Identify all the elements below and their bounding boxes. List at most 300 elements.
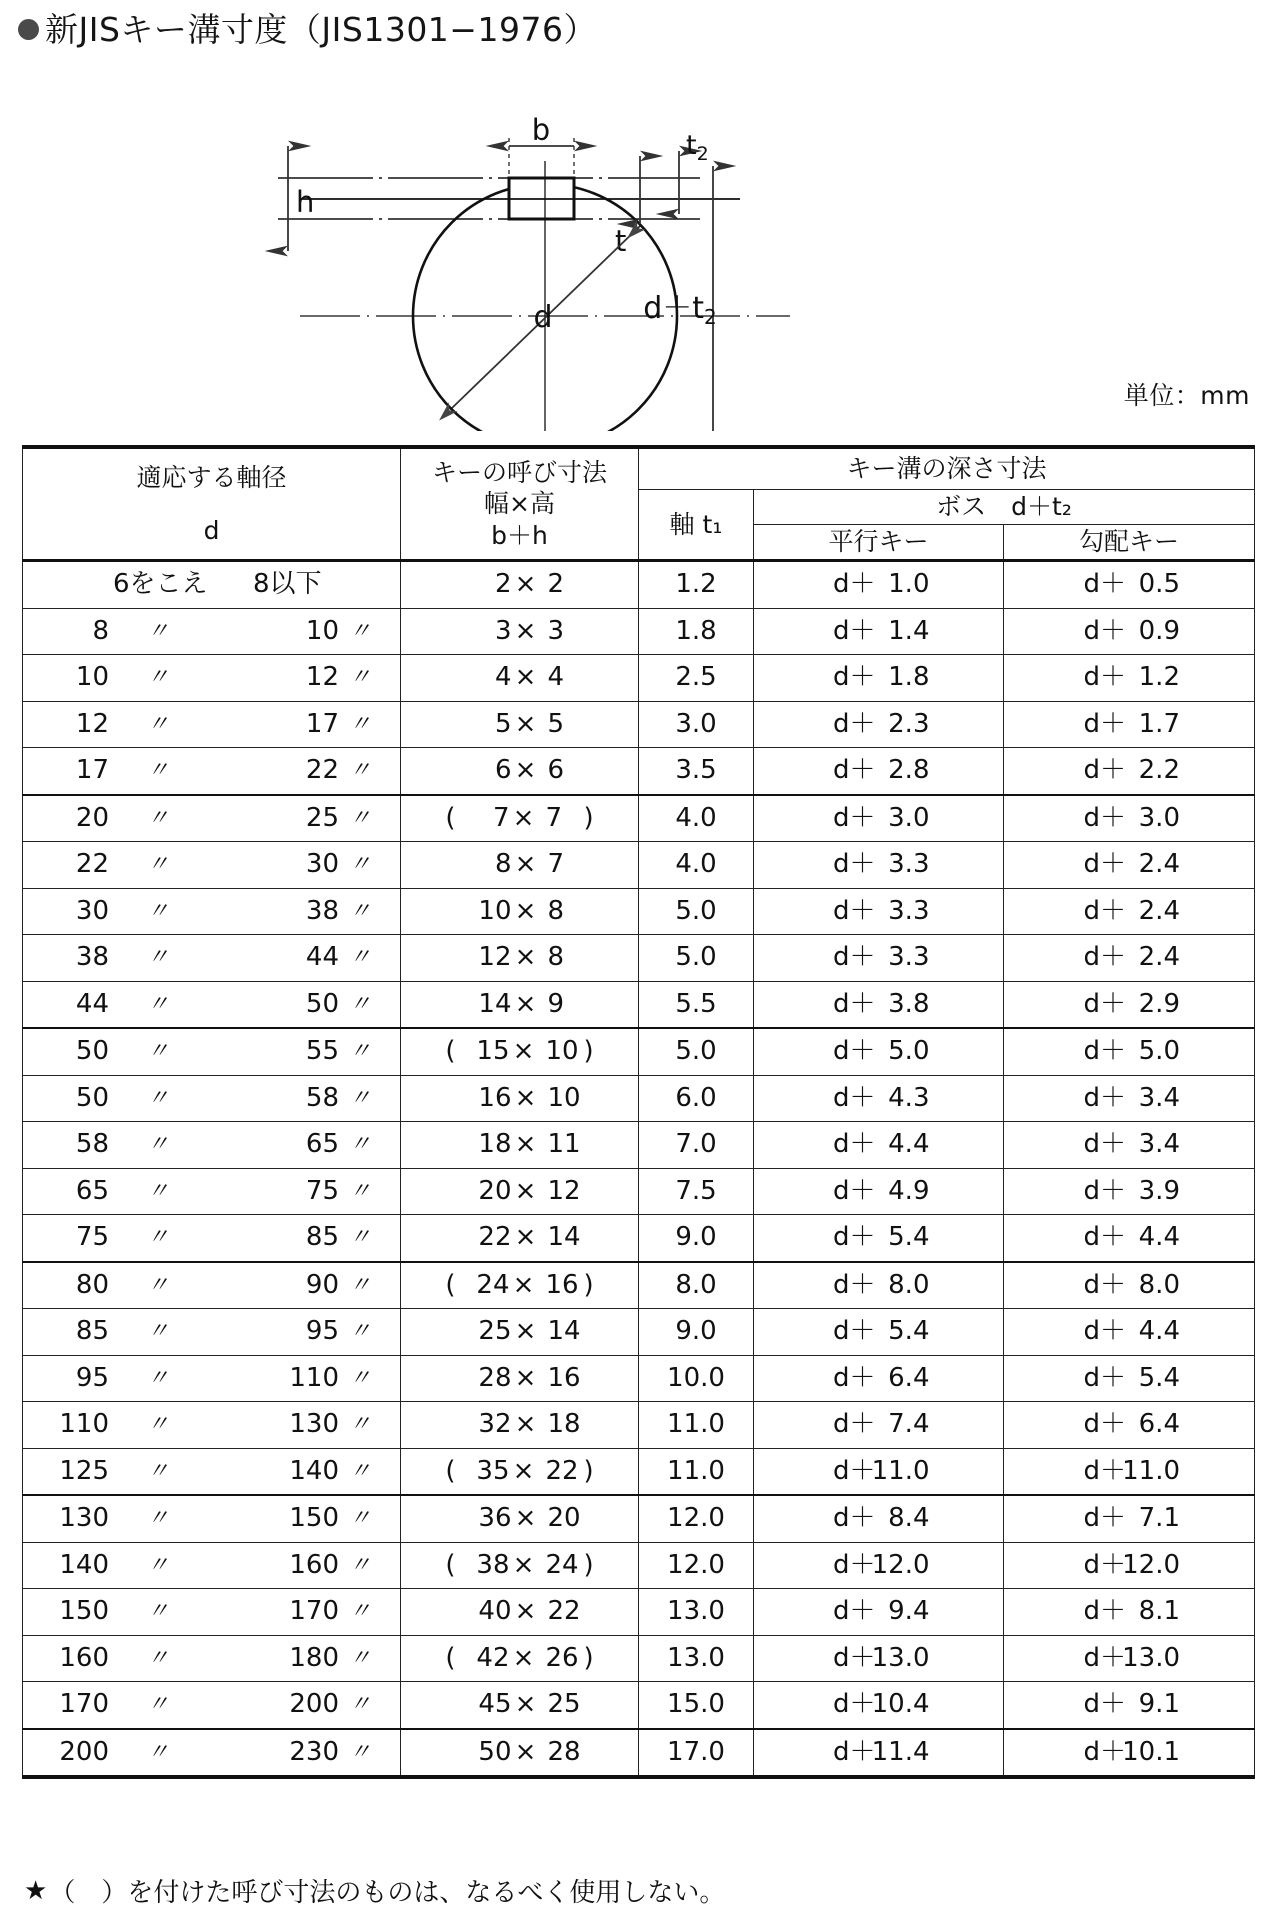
times-symbol: × [514, 942, 537, 972]
times-symbol: × [512, 1455, 535, 1486]
times-symbol: × [514, 1689, 537, 1719]
plus-symbol: ＋ [849, 1082, 876, 1113]
cell-shaft-t1: 12.0 [639, 1542, 754, 1589]
ditto-low: 〃 [146, 1599, 169, 1624]
times-symbol: × [514, 755, 537, 785]
cell-parallel-key [754, 1448, 1004, 1495]
cell-parallel-key [754, 1028, 1004, 1075]
parallel-key-value: 6.4 [888, 1362, 930, 1393]
ditto-low: 〃 [146, 1645, 169, 1671]
ditto-low: 〃 [146, 1506, 169, 1531]
cell-parallel-key [754, 1729, 1004, 1778]
ditto-high: 〃 [349, 711, 372, 737]
cell-parallel-key [754, 1215, 1004, 1262]
cell-key-nominal: ( 38 × 24 ) [401, 1542, 639, 1589]
cell-shaft-t1: 2.5 [639, 655, 754, 702]
cell-key-nominal: ( 15 × 10 ) [401, 1028, 639, 1075]
times-symbol: × [514, 1362, 537, 1393]
d-prefix: d [1083, 1689, 1100, 1719]
label-d-plus-t2: $d+t_2$ [643, 291, 717, 329]
plus-symbol: ＋ [849, 1596, 876, 1626]
key-width: 7 [492, 802, 510, 833]
shaft-diameter-high: 65 [305, 1129, 339, 1159]
cell-shaft-t1: 4.0 [639, 842, 754, 889]
taper-key-value: 2.4 [1138, 849, 1180, 879]
plus-symbol: ＋ [1100, 988, 1127, 1019]
cell-shaft-t1: 1.8 [639, 608, 754, 655]
key-width: 40 [478, 1596, 512, 1626]
plus-symbol: ＋ [1100, 755, 1127, 785]
shaft-diameter-low: 6をこえ [113, 569, 208, 599]
d-prefix: d [832, 755, 850, 785]
parallel-key-value: 12.0 [871, 1549, 930, 1580]
key-width: 10 [478, 895, 512, 926]
parallel-key-value: 4.3 [888, 1082, 930, 1113]
shaft-diameter-high: 180 [289, 1642, 339, 1673]
taper-key-value: 10.1 [1122, 1736, 1180, 1767]
plus-symbol: ＋ [1100, 1736, 1127, 1767]
key-width: 38 [476, 1549, 510, 1580]
plus-symbol: ＋ [1100, 708, 1127, 739]
d-prefix: d [1083, 1549, 1100, 1580]
parallel-key-value: 1.0 [888, 569, 930, 599]
cell-parallel-key [754, 608, 1004, 655]
ditto-high: 〃 [349, 1178, 372, 1204]
taper-key-value: 3.4 [1138, 1082, 1180, 1113]
plus-symbol: ＋ [849, 708, 876, 739]
times-symbol: × [514, 988, 537, 1019]
cell-shaft-t1: 10.0 [639, 1355, 754, 1402]
cell-shaft-t1: 5.5 [639, 981, 754, 1028]
taper-key-value: 3.0 [1138, 802, 1180, 833]
cell-shaft-t1: 17.0 [639, 1729, 754, 1778]
plus-symbol: ＋ [1100, 569, 1127, 599]
shaft-diameter-low: 75 [75, 1222, 109, 1252]
ditto-high: 〃 [349, 1039, 372, 1064]
cell-shaft-t1: 15.0 [639, 1682, 754, 1729]
key-width: 6 [494, 755, 512, 785]
ditto-high: 〃 [349, 852, 372, 877]
times-symbol: × [512, 1036, 535, 1066]
ditto-high: 〃 [349, 1272, 372, 1298]
header-shaft-t1-label: 軸 t₁ [669, 509, 723, 539]
d-prefix: d [832, 1222, 850, 1252]
shaft-diameter-high: 58 [305, 1082, 339, 1113]
ditto-low: 〃 [146, 1412, 169, 1437]
cell-shaft-t1: 5.0 [639, 1028, 754, 1075]
shaft-diameter-low: 150 [59, 1596, 109, 1626]
d-prefix: d [832, 1036, 850, 1066]
times-symbol: × [514, 1129, 537, 1159]
cell-parallel-key [754, 1682, 1004, 1729]
d-prefix: d [1083, 1316, 1100, 1346]
cell-shaft-diameter [23, 888, 401, 935]
table-row [23, 981, 1255, 1028]
cell-shaft-t1: 11.0 [639, 1448, 754, 1495]
ditto-high: 〃 [349, 805, 372, 831]
cell-shaft-diameter [23, 1589, 401, 1636]
shaft-diameter-low: 38 [75, 942, 109, 972]
taper-key-value: 1.7 [1138, 708, 1180, 739]
plus-symbol: ＋ [849, 1455, 876, 1486]
d-prefix: d [832, 1175, 850, 1206]
times-symbol: × [514, 1596, 537, 1626]
key-width: 24 [476, 1269, 510, 1300]
key-width: 18 [478, 1129, 512, 1159]
cell-parallel-key [754, 561, 1004, 609]
ditto-low: 〃 [146, 1458, 169, 1484]
shaft-diameter-low: 20 [75, 802, 109, 833]
parallel-key-value: 3.3 [888, 849, 930, 879]
keyway-dimension-table [22, 445, 1255, 1779]
ditto-low: 〃 [146, 1132, 169, 1157]
cell-key-nominal: ( 42 × 26 ) [401, 1635, 639, 1682]
header-key-nominal [401, 447, 639, 561]
header-shaft-diameter [23, 447, 401, 561]
shaft-diameter-high: 85 [305, 1222, 339, 1252]
plus-symbol: ＋ [849, 988, 876, 1019]
cell-taper-key [1004, 561, 1255, 609]
shaft-diameter-high: 22 [305, 755, 339, 785]
d-prefix: d [832, 1362, 850, 1393]
key-height: 2 [547, 569, 565, 599]
d-prefix: d [832, 895, 850, 926]
cell-shaft-t1: 9.0 [639, 1215, 754, 1262]
cell-shaft-diameter [23, 1168, 401, 1215]
shaft-diameter-low: 160 [59, 1642, 109, 1673]
cell-parallel-key [754, 1589, 1004, 1636]
cell-taper-key [1004, 795, 1255, 842]
plus-symbol: ＋ [849, 1689, 876, 1719]
parallel-key-value: 8.0 [888, 1269, 930, 1300]
cell-shaft-t1: 6.0 [639, 1075, 754, 1122]
times-symbol: × [514, 708, 537, 739]
key-height: 11 [547, 1129, 581, 1159]
d-prefix: d [832, 662, 850, 692]
cell-taper-key [1004, 1122, 1255, 1169]
filled-circle-icon [18, 19, 39, 40]
key-width: 15 [476, 1036, 510, 1066]
label-b: b [531, 113, 551, 147]
shaft-diameter-low: 95 [75, 1362, 109, 1393]
cell-shaft-diameter [23, 1448, 401, 1495]
d-prefix: d [1083, 662, 1100, 692]
d-prefix: d [832, 1409, 850, 1439]
ditto-high: 〃 [349, 945, 372, 970]
taper-key-value: 2.9 [1138, 988, 1180, 1019]
document-title-row [0, 0, 1272, 49]
key-height: 6 [547, 755, 565, 785]
cell-key-nominal [401, 981, 639, 1028]
plus-symbol: ＋ [849, 1222, 876, 1252]
shaft-diameter-high: 17 [305, 708, 339, 739]
key-height: 10 [545, 1036, 579, 1066]
table-row [23, 842, 1255, 889]
taper-key-value: 5.4 [1138, 1362, 1180, 1393]
key-height: 28 [547, 1736, 581, 1767]
key-height: 9 [547, 988, 565, 1019]
d-prefix: d [1083, 755, 1100, 785]
plus-symbol: ＋ [849, 1736, 876, 1767]
cell-key-nominal: ( 35 × 22 ) [401, 1448, 639, 1495]
parallel-key-value: 9.4 [888, 1596, 930, 1626]
ditto-low: 〃 [146, 1739, 169, 1765]
shaft-diameter-low: 110 [59, 1409, 109, 1439]
shaft-diameter-high: 10 [305, 615, 339, 646]
parallel-key-value: 1.8 [888, 662, 930, 692]
shaft-diameter-low: 130 [59, 1503, 109, 1533]
footnote [24, 1872, 725, 1909]
cell-key-nominal [401, 1495, 639, 1542]
key-height: 10 [547, 1082, 581, 1113]
cell-key-nominal [401, 655, 639, 702]
cell-key-nominal [401, 1122, 639, 1169]
times-symbol: × [514, 1316, 537, 1346]
header-taper-key: 勾配キー [1004, 525, 1255, 561]
d-prefix: d [1083, 615, 1100, 646]
cell-shaft-t1: 13.0 [639, 1635, 754, 1682]
cell-shaft-t1: 3.5 [639, 748, 754, 795]
d-prefix: d [1083, 1036, 1100, 1066]
d-prefix: d [1083, 1642, 1100, 1673]
ditto-low: 〃 [146, 852, 169, 877]
d-prefix: d [1083, 708, 1100, 739]
plus-symbol: ＋ [1100, 849, 1127, 879]
shaft-diameter-high: 110 [289, 1362, 339, 1393]
cell-taper-key [1004, 1028, 1255, 1075]
d-prefix: d [832, 942, 850, 972]
parallel-key-value: 5.0 [888, 1036, 930, 1066]
plus-symbol: ＋ [849, 802, 876, 833]
parallel-key-value: 8.4 [888, 1503, 930, 1533]
ditto-high: 〃 [349, 1085, 372, 1111]
taper-key-value: 2.4 [1138, 895, 1180, 926]
cell-taper-key [1004, 1729, 1255, 1778]
shaft-diameter-high: 200 [289, 1689, 339, 1719]
key-height: 7 [547, 849, 565, 879]
cell-shaft-t1: 9.0 [639, 1309, 754, 1356]
plus-symbol: ＋ [849, 662, 876, 692]
d-prefix: d [1083, 1503, 1100, 1533]
d-prefix: d [832, 1455, 850, 1486]
cell-key-nominal [401, 748, 639, 795]
cell-taper-key [1004, 1589, 1255, 1636]
shaft-diameter-low: 80 [75, 1269, 109, 1300]
parallel-key-value: 3.8 [888, 988, 930, 1019]
plus-symbol: ＋ [849, 895, 876, 926]
taper-key-value: 8.1 [1138, 1596, 1180, 1626]
table-row [23, 608, 1255, 655]
taper-key-value: 3.4 [1138, 1129, 1180, 1159]
plus-symbol: ＋ [849, 1269, 876, 1300]
cell-key-nominal [401, 1729, 639, 1778]
header-boss: ボス d＋t₂ [754, 490, 1255, 525]
ditto-low: 〃 [146, 898, 169, 924]
key-width: 16 [478, 1082, 512, 1113]
cell-parallel-key [754, 888, 1004, 935]
d-prefix: d [1083, 1269, 1100, 1300]
unit-note: 単位：mm [1123, 381, 1250, 410]
cell-shaft-diameter [23, 1262, 401, 1309]
key-width: 5 [494, 708, 512, 739]
parallel-key-value: 3.0 [888, 802, 930, 833]
times-symbol: × [514, 895, 537, 926]
d-prefix: d [1083, 942, 1100, 972]
taper-key-value: 2.2 [1138, 755, 1180, 785]
cell-shaft-diameter [23, 1542, 401, 1589]
ditto-low: 〃 [146, 1272, 169, 1298]
ditto-low: 〃 [146, 665, 169, 690]
shaft-diameter-low: 85 [75, 1316, 109, 1346]
plus-symbol: ＋ [1100, 1409, 1127, 1439]
ditto-low: 〃 [146, 711, 169, 737]
table-row [23, 1402, 1255, 1449]
plus-symbol: ＋ [1100, 802, 1127, 833]
cell-shaft-diameter [23, 1495, 401, 1542]
plus-symbol: ＋ [849, 1503, 876, 1533]
parallel-key-value: 3.3 [888, 942, 930, 972]
ditto-high: 〃 [349, 1506, 372, 1531]
cell-taper-key [1004, 655, 1255, 702]
cell-key-nominal [401, 842, 639, 889]
ditto-low: 〃 [146, 758, 169, 783]
key-height: 3 [547, 615, 565, 646]
plus-symbol: ＋ [1100, 1129, 1127, 1159]
d-prefix: d [1083, 802, 1100, 833]
parallel-key-value: 11.0 [871, 1455, 930, 1486]
header-parallel-key: 平行キー [754, 525, 1004, 561]
keyway-cross-section-drawing [0, 46, 1272, 431]
times-symbol: × [514, 662, 537, 692]
taper-key-value: 3.9 [1138, 1175, 1180, 1206]
cell-parallel-key [754, 1355, 1004, 1402]
shaft-diameter-low: 58 [75, 1129, 109, 1159]
parallel-key-value: 13.0 [871, 1642, 930, 1673]
cell-shaft-diameter [23, 935, 401, 982]
table-body [23, 561, 1255, 1778]
cell-key-nominal: ( 24 × 16 ) [401, 1262, 639, 1309]
plus-symbol: ＋ [849, 1036, 876, 1066]
key-width: 22 [478, 1222, 512, 1252]
taper-key-value: 7.1 [1138, 1503, 1180, 1533]
cell-parallel-key [754, 748, 1004, 795]
cell-key-nominal [401, 1075, 639, 1122]
times-symbol: × [514, 1222, 537, 1252]
dimension-table-wrap [22, 445, 1254, 1779]
key-height: 8 [547, 895, 565, 926]
cell-key-nominal [401, 608, 639, 655]
key-width: 32 [478, 1409, 512, 1439]
ditto-low: 〃 [146, 1692, 169, 1717]
cell-parallel-key [754, 842, 1004, 889]
plus-symbol: ＋ [849, 1642, 876, 1673]
parallel-key-value: 3.3 [888, 895, 930, 926]
d-prefix: d [832, 569, 850, 599]
table-row [23, 1495, 1255, 1542]
ditto-low: 〃 [146, 1365, 169, 1391]
page-title: 新JISキー溝寸度（JIS1301−1976） [45, 9, 597, 49]
plus-symbol: ＋ [1100, 1362, 1127, 1393]
taper-key-value: 9.1 [1138, 1689, 1180, 1719]
cell-shaft-diameter [23, 1309, 401, 1356]
key-height: 22 [547, 1596, 581, 1626]
cell-parallel-key [754, 1495, 1004, 1542]
d-prefix: d [1083, 1175, 1100, 1206]
table-row [23, 1635, 1255, 1682]
shaft-diameter-high: 55 [305, 1036, 339, 1066]
table-row [23, 1589, 1255, 1636]
ditto-high: 〃 [349, 1412, 372, 1437]
cell-shaft-diameter [23, 1682, 401, 1729]
plus-symbol: ＋ [849, 1316, 876, 1346]
key-height: 14 [547, 1316, 581, 1346]
cell-parallel-key [754, 1262, 1004, 1309]
cell-shaft-t1: 11.0 [639, 1402, 754, 1449]
plus-symbol: ＋ [849, 1549, 876, 1580]
cell-key-nominal [401, 701, 639, 748]
shaft-diameter-low: 22 [75, 849, 109, 879]
cell-shaft-diameter [23, 1635, 401, 1682]
table-row [23, 1448, 1255, 1495]
cell-shaft-diameter [23, 561, 401, 609]
cell-key-nominal [401, 888, 639, 935]
table-row [23, 1215, 1255, 1262]
d-prefix: d [1083, 988, 1100, 1019]
cell-taper-key [1004, 935, 1255, 982]
table-row [23, 888, 1255, 935]
plus-symbol: ＋ [1100, 1503, 1127, 1533]
ditto-high: 〃 [349, 1319, 372, 1344]
shaft-diameter-low: 50 [75, 1082, 109, 1113]
d-prefix: d [1083, 849, 1100, 879]
key-width: 2 [494, 569, 512, 599]
cell-shaft-t1: 12.0 [639, 1495, 754, 1542]
cell-parallel-key [754, 1122, 1004, 1169]
d-prefix: d [1083, 1409, 1100, 1439]
ditto-low: 〃 [146, 1225, 169, 1250]
key-width: 20 [478, 1175, 512, 1206]
cell-shaft-t1: 8.0 [639, 1262, 754, 1309]
cell-key-nominal [401, 1355, 639, 1402]
key-height: 24 [545, 1549, 579, 1580]
cell-shaft-diameter [23, 1075, 401, 1122]
taper-key-value: 6.4 [1138, 1409, 1180, 1439]
table-row [23, 1075, 1255, 1122]
key-height: 4 [547, 662, 565, 692]
table-row [23, 1729, 1255, 1778]
key-height: 25 [547, 1689, 581, 1719]
cell-shaft-diameter [23, 1402, 401, 1449]
plus-symbol: ＋ [849, 942, 876, 972]
key-height: 12 [547, 1175, 581, 1206]
d-prefix: d [1083, 1596, 1100, 1626]
ditto-high: 〃 [349, 758, 372, 783]
cell-key-nominal [401, 935, 639, 982]
taper-key-value: 4.4 [1138, 1316, 1180, 1346]
key-width: 50 [478, 1736, 512, 1767]
shaft-diameter-low: 50 [75, 1036, 109, 1066]
cell-parallel-key [754, 1075, 1004, 1122]
cell-taper-key [1004, 1355, 1255, 1402]
shaft-diameter-high: 8以下 [253, 569, 322, 599]
table-row [23, 1168, 1255, 1215]
shaft-diameter-low: 30 [75, 895, 109, 926]
cell-shaft-diameter [23, 795, 401, 842]
d-prefix: d [832, 1503, 850, 1533]
key-width: 25 [478, 1316, 512, 1346]
label-h: h [296, 185, 315, 219]
key-height: 16 [545, 1269, 579, 1300]
